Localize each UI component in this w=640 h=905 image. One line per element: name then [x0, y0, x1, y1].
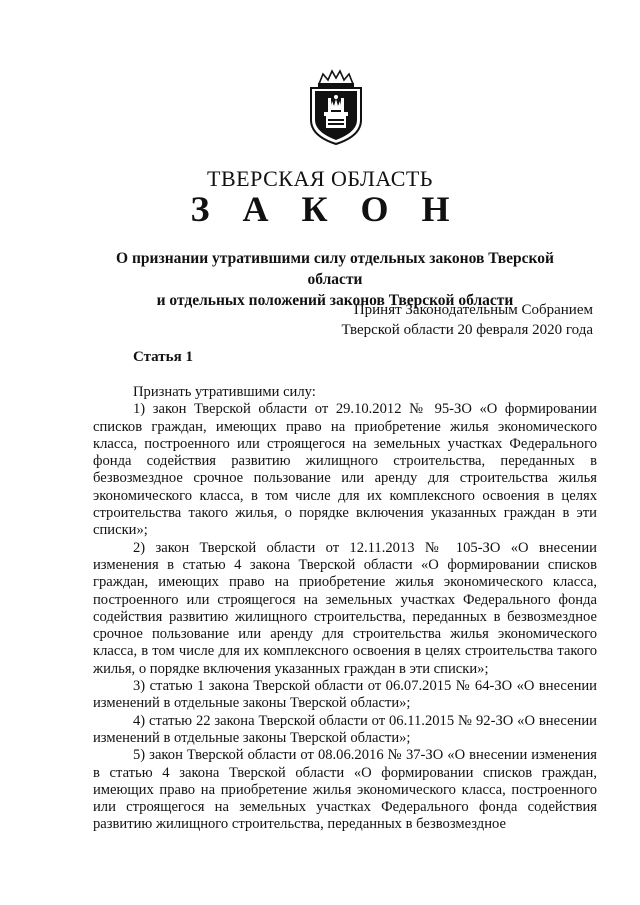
document-type: З А К О Н [190, 189, 462, 229]
law-title-line: и отдельных положений законов Тверской области [156, 292, 514, 309]
adoption-note [300, 300, 593, 340]
tver-coat-of-arms-icon [297, 68, 375, 146]
adoption-line: Тверской области 20 февраля 2020 года [341, 322, 593, 338]
article-item: 4) статью 22 закона Тверской области от 06.11.2015 № 92-ЗО «О внесении изменений в отдельные законы Тверской области»; [93, 712, 597, 746]
article-body [93, 384, 597, 834]
article-item: 5) закон Тверской области от 08.06.2016 № 37-ЗО «О внесении изменения в статью 4 закона Тверской области «О формировании списков граждан, имеющих право на приобретение жилья экономического класса, построенного или строящегося на земельных участках Федерального фонда содействия развитию жилищного строительства, переданных в безвозмездное [93, 747, 597, 833]
law-title-line: О признании утратившими силу отдельных законов Тверской области [116, 250, 554, 288]
article-item: 3) статью 1 закона Тверской области от 06.07.2015 № 64-ЗО «О внесении изменений в отдельные законы Тверской области»; [93, 678, 597, 712]
adoption-line: Принят Законодательным Собранием [353, 302, 593, 318]
article-intro: Признать утратившими силу: [133, 384, 316, 400]
region-name: ТВЕРСКАЯ ОБЛАСТЬ [207, 166, 433, 191]
article-item: 1) закон Тверской области от 29.10.2012 № 95-ЗО «О формировании списков граждан, имеющих право на приобретение жилья экономического класса, построенного или строящегося на земельных участках Федерального фонда содействия развитию жилищного строительства, переданных в безвозмездное срочное пользование или аренду для строительства жилья экономического класса, в том числе для их комплексного освоения в целях строительства такого жилья, о порядке включения указанных граждан в эти списки»; [93, 401, 597, 539]
article-item: 2) закон Тверской области от 12.11.2013 № 105-ЗО «О внесении изменения в статью 4 закона Тверской области «О формировании списков граждан, имеющих право на приобретение жилья экономического класса, построенного или строящегося на земельных участках Федерального фонда содействия развитию жилищного строительства, переданных в безвозмездное срочное пользование или аренду для строительства жилья экономического класса, в том числе для их комплексного освоения в целях строительства такого жилья, о порядке включения указанных граждан в эти списки»; [93, 539, 597, 677]
article-heading: Статья 1 [133, 349, 193, 365]
